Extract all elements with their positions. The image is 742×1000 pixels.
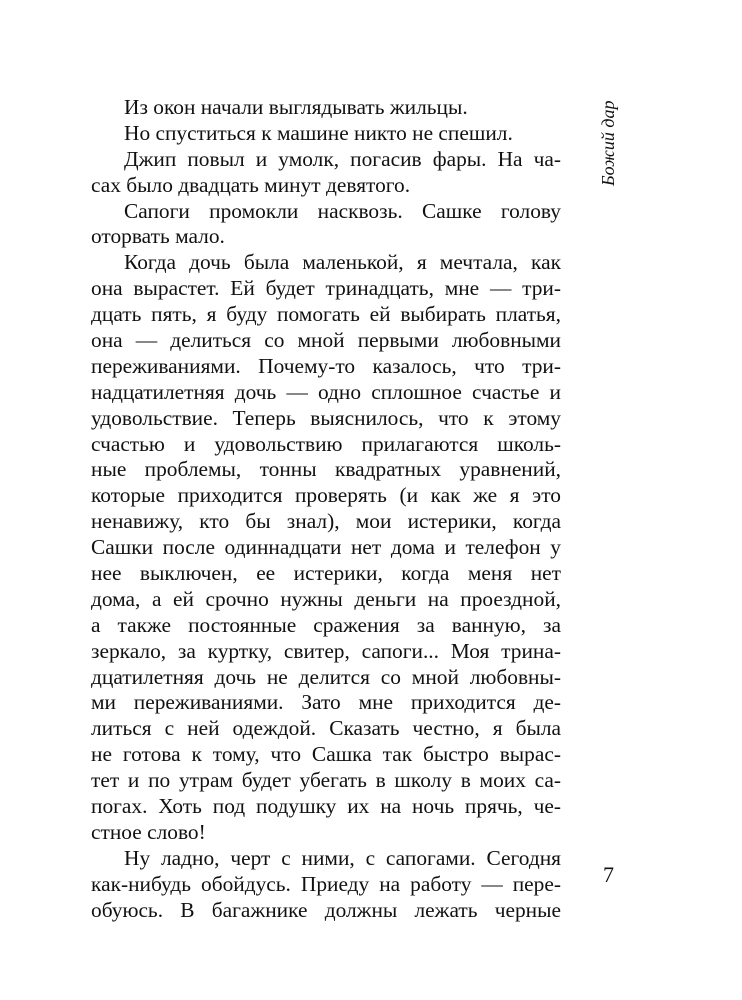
text-line: Из окон начали выглядывать жильцы. [124, 95, 468, 119]
text-line: ненавижу, кто бы знал), мои истерики, когда [91, 509, 561, 534]
text-line: дома, а ей срочно нужны деньги на проездной, [91, 586, 561, 611]
running-title: Божий дар [598, 100, 618, 186]
text-line: счастью и удовольствию прилагаются школь- [91, 431, 561, 456]
text-line: Сашки после одиннадцати нет дома и телефон у [91, 535, 561, 560]
text-line: надцатилетняя дочь — одно сплошное счастье и [91, 379, 561, 404]
text-line: дцать пять, я буду помогать ей выбирать платья, [91, 302, 561, 327]
text-line: сах было двадцать минут девятого. [91, 172, 411, 197]
text-line: Джип повыл и умолк, погасив фары. На ча- [124, 146, 561, 171]
text-line: удовольствие. Теперь выяснилось, что к этому [91, 405, 561, 430]
text-line: не готова к тому, что Сашка так быстро вырас- [91, 742, 561, 767]
text-line: которые приходится проверять (и как же я это [91, 483, 561, 508]
text-line: как-нибудь обойдусь. Приеду на работу — пере- [91, 871, 561, 896]
text-line: ные проблемы, тонны квадратных уравнений, [91, 457, 561, 482]
text-line: Сапоги промокли насквозь. Сашке голову [124, 198, 561, 223]
text-line: Когда дочь была маленькой, я мечтала, как [124, 250, 561, 275]
text-line: оторвать мало. [91, 224, 225, 249]
body-text [91, 95, 561, 924]
text-line: переживаниями. Почему-то казалось, что три- [91, 353, 561, 378]
text-line: Ну ладно, черт с ними, с сапогами. Сегодня [124, 845, 561, 870]
text-line: литься с ней одеждой. Сказать честно, я была [91, 716, 561, 741]
text-line: обуюсь. В багажнике должны лежать черные [91, 897, 561, 922]
text-line: она — делиться со мной первыми любовными [91, 328, 561, 353]
text-line: зеркало, за куртку, свитер, сапоги... Моя трина- [91, 638, 561, 663]
text-line: она вырастет. Ей будет тринадцать, мне — три- [91, 276, 561, 301]
text-line: а также постоянные сражения за ванную, за [91, 612, 561, 637]
text-line: Но спуститься к машине никто не спешил. [124, 120, 513, 145]
text-line: дцатилетняя дочь не делится со мной любовны- [91, 664, 561, 689]
page-number: 7 [603, 862, 614, 887]
text-line: нее выключен, ее истерики, когда меня нет [91, 561, 561, 586]
text-line: ми переживаниями. Зато мне приходится де- [91, 690, 561, 715]
text-line: тет и по утрам будет убегать в школу в моих са- [91, 768, 561, 793]
text-line: погах. Хоть под подушку их на ночь прячь, че- [91, 794, 561, 819]
text-line: стное слово! [91, 819, 206, 844]
